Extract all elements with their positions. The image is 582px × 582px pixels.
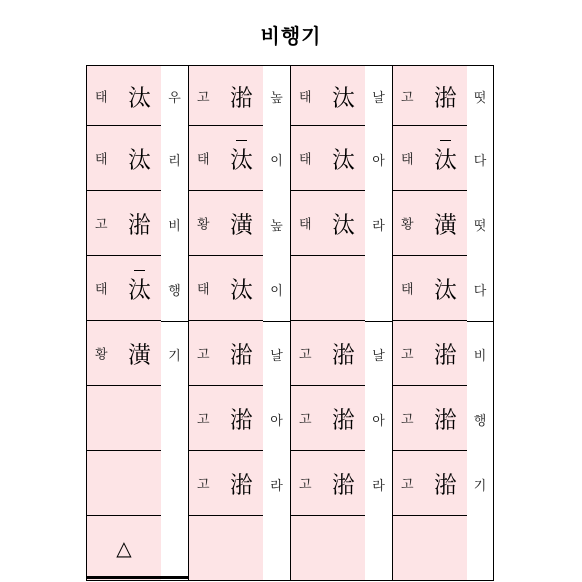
pitch-character: 汰 — [332, 212, 355, 239]
octave-mark — [134, 270, 145, 271]
pitch-name: 고 — [197, 477, 210, 493]
pitch-character: 汰 — [128, 277, 151, 304]
notation-cell — [290, 320, 366, 386]
pitch-character: 湁 — [434, 342, 457, 369]
notation-cell — [392, 125, 468, 191]
rest-mark: △ — [116, 536, 132, 560]
lyrics-column — [161, 65, 188, 581]
lyric-syllable: 날 — [372, 91, 385, 106]
notation-cell — [86, 385, 162, 451]
notation-cell — [290, 190, 366, 256]
notation-cell — [290, 385, 366, 451]
pitch-character: 汰 — [332, 85, 355, 111]
pitch-name: 고 — [401, 477, 414, 493]
notation-cell — [290, 515, 366, 581]
pitch-name: 태 — [197, 282, 210, 298]
pitch-character: 湁 — [434, 407, 457, 434]
pitch-name: 고 — [401, 90, 414, 105]
lyrics-column — [263, 65, 290, 581]
pitch-character: 湁 — [230, 342, 253, 369]
lyric-syllable: 아 — [372, 153, 385, 169]
pitch-character: 汰 — [434, 147, 457, 174]
lyric-syllable: 리 — [168, 153, 181, 169]
pitch-name: 황 — [401, 217, 414, 233]
lyric-syllable: 날 — [270, 348, 283, 364]
lyric-divider — [263, 321, 290, 322]
notation-cell — [86, 255, 162, 321]
pitch-name: 태 — [95, 282, 108, 298]
pitch-name: 태 — [401, 282, 414, 298]
notation-cell — [188, 385, 264, 451]
octave-mark — [236, 140, 247, 141]
pitch-character: 湁 — [230, 85, 253, 111]
pitch-character: 湁 — [332, 472, 355, 499]
lyric-syllable: 높 — [270, 91, 283, 106]
notation-cell — [290, 255, 366, 321]
octave-mark — [440, 140, 451, 141]
pitch-name: 고 — [197, 347, 210, 363]
pitch-character: 湁 — [230, 407, 253, 434]
pitch-name: 태 — [401, 152, 414, 168]
notation-cell — [392, 385, 468, 451]
pitch-name: 황 — [95, 347, 108, 363]
lyric-syllable: 다 — [473, 283, 487, 299]
pitch-character: 潢 — [230, 212, 253, 239]
notation-cell — [188, 450, 264, 516]
notation-cell — [290, 65, 366, 126]
pitch-character: 汰 — [230, 277, 253, 304]
pitch-character: 汰 — [128, 147, 151, 174]
pitch-character: 潢 — [128, 342, 151, 369]
lyric-syllable: 날 — [372, 348, 385, 364]
end-line — [86, 576, 188, 579]
notation-cell — [188, 320, 264, 386]
lyric-divider — [365, 321, 392, 322]
notation-cell — [188, 125, 264, 191]
notation-cell — [392, 190, 468, 256]
notation-cell — [188, 190, 264, 256]
notation-cell — [392, 65, 468, 126]
pitch-name: 고 — [197, 90, 210, 105]
notation-cell — [290, 450, 366, 516]
pitch-name: 고 — [197, 412, 210, 428]
pitch-character: 汰 — [230, 147, 253, 174]
pitch-character: 潢 — [434, 212, 457, 239]
lyric-syllable: 떳 — [473, 218, 487, 234]
pitch-name: 태 — [299, 217, 312, 233]
pitch-name: 태 — [95, 90, 108, 105]
lyric-syllable: 라 — [372, 478, 385, 494]
lyric-syllable: 비 — [168, 218, 181, 234]
pitch-character: 湁 — [434, 85, 457, 111]
pitch-character: 湁 — [128, 212, 151, 239]
notation-cell — [392, 255, 468, 321]
pitch-character: 湁 — [332, 407, 355, 434]
lyric-syllable: 기 — [168, 348, 181, 364]
pitch-name: 고 — [299, 412, 312, 428]
pitch-name: 태 — [299, 152, 312, 168]
lyric-syllable: 행 — [473, 413, 487, 429]
lyric-syllable: 우 — [168, 91, 181, 106]
lyric-syllable: 기 — [473, 478, 487, 494]
notation-cell — [86, 65, 162, 126]
lyrics-column — [365, 65, 392, 581]
page-title: 비행기 — [260, 24, 322, 48]
lyric-syllable: 행 — [168, 283, 181, 299]
notation-cell — [86, 320, 162, 386]
pitch-name: 고 — [401, 347, 414, 363]
lyric-syllable: 라 — [270, 478, 283, 494]
lyric-divider — [161, 321, 188, 322]
lyric-syllable: 비 — [473, 348, 487, 364]
lyric-syllable: 다 — [473, 153, 487, 169]
lyric-syllable: 떳 — [473, 91, 487, 106]
notation-cell — [86, 515, 162, 581]
pitch-name: 태 — [299, 90, 312, 105]
pitch-character: 湁 — [332, 342, 355, 369]
lyrics-column — [467, 65, 494, 581]
pitch-name: 황 — [197, 217, 210, 233]
notation-cell — [392, 515, 468, 581]
notation-cell — [392, 450, 468, 516]
notation-cell — [86, 190, 162, 256]
notation-cell — [392, 320, 468, 386]
pitch-name: 고 — [299, 477, 312, 493]
lyric-divider — [467, 321, 493, 322]
pitch-name: 태 — [95, 152, 108, 168]
pitch-character: 湁 — [434, 472, 457, 499]
pitch-name: 고 — [299, 347, 312, 363]
notation-cell — [86, 125, 162, 191]
lyric-syllable: 아 — [270, 413, 283, 429]
notation-cell — [188, 65, 264, 126]
notation-cell — [86, 450, 162, 516]
pitch-name: 태 — [197, 152, 210, 168]
pitch-character: 湁 — [230, 472, 253, 499]
pitch-character: 汰 — [128, 85, 151, 111]
pitch-name: 고 — [401, 412, 414, 428]
pitch-character: 汰 — [434, 277, 457, 304]
lyric-syllable: 높 — [270, 218, 283, 234]
lyric-syllable: 이 — [270, 153, 283, 169]
pitch-character: 汰 — [332, 147, 355, 174]
notation-cell — [290, 125, 366, 191]
lyric-syllable: 라 — [372, 218, 385, 234]
lyric-syllable: 아 — [372, 413, 385, 429]
lyric-syllable: 이 — [270, 283, 283, 299]
pitch-name: 고 — [95, 217, 108, 233]
notation-cell — [188, 515, 264, 581]
notation-cell — [188, 255, 264, 321]
